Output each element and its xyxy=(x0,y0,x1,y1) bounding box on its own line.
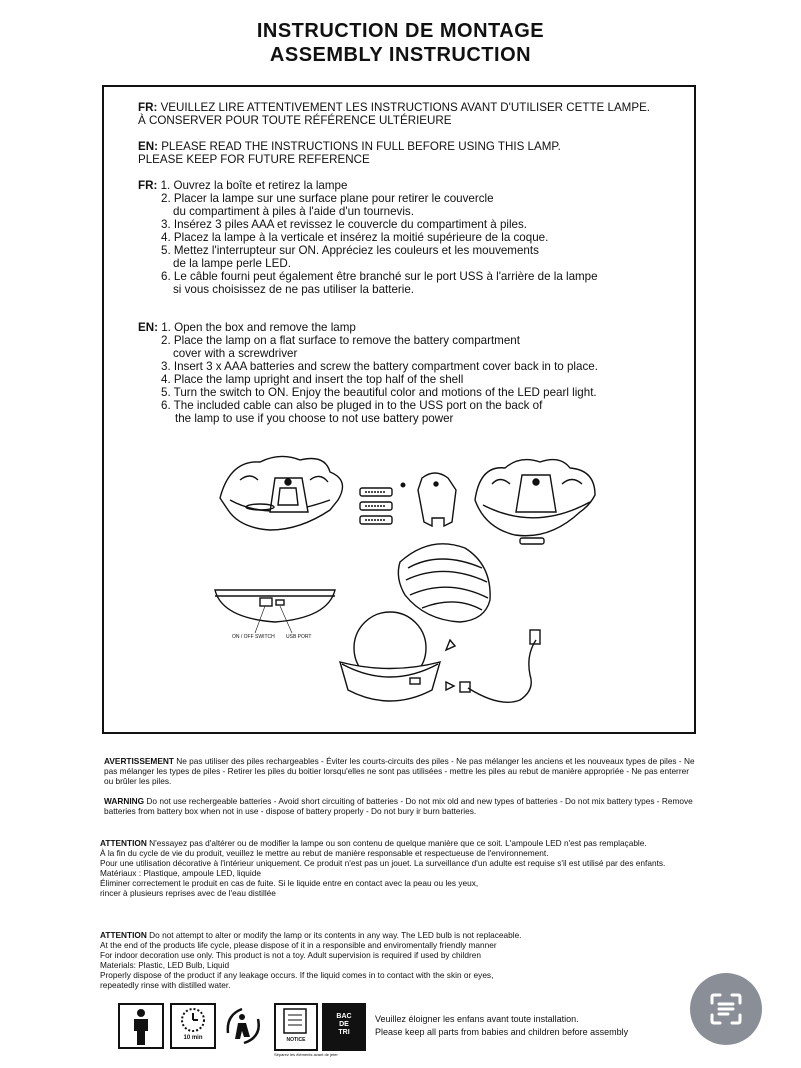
steps-en-step1 xyxy=(138,322,356,335)
port-label: USB PORT xyxy=(286,634,312,640)
intro-en-line1: PLEASE READ THE INSTRUCTIONS IN FULL BEFORE USING THIS LAMP. xyxy=(161,140,561,153)
title-fr: INSTRUCTION DE MONTAGE xyxy=(256,20,545,42)
intro-fr xyxy=(138,102,650,127)
scan-text-icon xyxy=(690,973,762,1045)
bac-de-tri-icon xyxy=(322,1003,366,1051)
bac-label-1: BAC xyxy=(336,1013,352,1020)
steps-fr-line: si vous choisissez de ne pas utiliser la batterie. xyxy=(173,283,415,296)
usb-cable xyxy=(460,630,540,702)
steps-en-line: 2. Place the lamp on a flat surface to remove the battery compartment xyxy=(161,334,520,347)
steps-en-line: 3. Insert 3 x AAA batteries and screw the battery compartment cover back in to place. xyxy=(161,360,598,373)
batteries-icon xyxy=(360,483,405,524)
attention-fr-line: Éliminer correctement le produit en cas de fuite. Si le liquide entre en contact avec la peau ou les yeux, xyxy=(100,878,479,888)
battery-cover xyxy=(418,473,456,526)
steps-fr-line: 1. Ouvrez la boîte et retirez la lampe xyxy=(160,179,348,192)
warning-paragraph xyxy=(104,796,698,816)
recycle-caption: Séparez les éléments avant de jeter xyxy=(274,1052,338,1057)
attention-fr-line: rincer à plusieurs reprises avec de l'eau distillée xyxy=(100,888,276,898)
steps-fr-tag: FR: xyxy=(138,179,158,192)
recycle-person-icon xyxy=(220,1003,266,1049)
steps-en-line: the lamp to use if you choose to not use battery power xyxy=(175,412,454,425)
title-en: ASSEMBLY INSTRUCTION xyxy=(269,44,532,66)
steps-fr-line: de la lampe perle LED. xyxy=(173,257,291,270)
steps-fr-line: 4. Placez la lampe à la verticale et insérez la moitié supérieure de la coque. xyxy=(161,231,549,244)
steps-fr-line: 5. Mettez l'interrupteur sur ON. Appréciez les couleurs et les mouvements xyxy=(161,244,539,257)
assembled-lamp xyxy=(340,612,454,701)
steps-en-line: 1. Open the box and remove the lamp xyxy=(161,321,356,334)
avertissement-label: AVERTISSEMENT xyxy=(104,756,174,766)
attention-en-line: For indoor decoration use only. This product is not a toy. Adult supervision is required if used by children xyxy=(100,950,481,960)
attention-en-line: Materials: Plastic, LED Bulb, Liquid xyxy=(100,960,230,970)
assembly-illustration xyxy=(200,450,670,720)
attention-en-label: ATTENTION xyxy=(100,930,147,940)
warning-text: Do not use rechergeable batteries - Avoid short circuiting of batteries - Do not mix old and new types of batteries - Do not mix battery types - Remove batteries from battery box when not in use - dispose of battery properly - Do not bury ir burn batteries. xyxy=(104,796,693,816)
attention-en-line: repeatedly rinse with distilled water. xyxy=(100,980,231,990)
switch-label: ON / OFF SWITCH xyxy=(232,634,275,640)
intro-fr-tag: FR: xyxy=(138,101,158,114)
attention-fr-line: Pour une utilisation décorative à l'intérieur uniquement. Ce produit n'est pas un jouet. La surveillance d'un adulte est requise s'il est utilisé par des enfants. xyxy=(100,858,666,868)
timer-label: 10 min xyxy=(183,1035,203,1041)
shell-base-closed-view xyxy=(475,460,595,544)
attention-en-line: Properly dispose of the product if any leakage occurs. If the liquid comes in to contact with the skin or eyes, xyxy=(100,970,494,980)
avertissement-text: Ne pas utiliser des piles rechargeables - Éviter les courts-circuits des piles - Ne pas mélanger les anciens et les nouveaux types de piles - Ne pas mélanger les types de piles - Retirer les piles du boitier lorsqu'elles ne sont pas utilisées - mettre les piles au rebut de manière appropriée - Ne pas enterrer ou brûler les piles. xyxy=(104,756,695,786)
steps-en-line: 5. Turn the switch to ON. Enjoy the beautiful color and motions of the LED pearl light. xyxy=(161,386,597,399)
intro-en xyxy=(138,141,561,166)
attention-en-line xyxy=(100,930,694,940)
attention-fr-label: ATTENTION xyxy=(100,838,147,848)
timer-icon xyxy=(170,1003,216,1049)
intro-en-tag: EN: xyxy=(138,140,158,153)
attention-en-line: At the end of the products life cycle, please dispose of it in a responsible and enviromentally friendly manner xyxy=(100,940,497,950)
intro-en-line2: PLEASE KEEP FOR FUTURE REFERENCE xyxy=(138,152,370,166)
steps-fr-line: 6. Le câble fourni peut également être branché sur le port USS à l'arrière de la lampe xyxy=(161,270,598,283)
steps-fr-line: du compartiment à piles à l'aide d'un tournevis. xyxy=(173,205,414,218)
children-notice xyxy=(375,1013,628,1039)
steps-en-line: 6. The included cable can also be pluged in to the USS port on the back of xyxy=(161,399,543,412)
attention-fr-text: N'essayez pas d'altérer ou de modifier la lampe ou son contenu de quelque manière que ce soit. L'ampoule LED n'est pas remplaçable. xyxy=(146,838,647,848)
attention-en-text: Do not attempt to alter or modify the lamp or its contents in any way. The LED bulb is not replaceable. xyxy=(146,930,522,940)
attention-fr xyxy=(100,838,694,898)
steps-fr-line: 3. Insérez 3 piles AAA et revissez le couvercle du compartiment à piles. xyxy=(161,218,528,231)
children-notice-en: Please keep all parts from babies and children before assembly xyxy=(375,1027,629,1037)
attention-en xyxy=(100,930,694,990)
attention-fr-line xyxy=(100,838,694,848)
shell-base-top-view xyxy=(220,456,343,530)
base-side-view xyxy=(215,590,335,640)
children-notice-fr: Veuillez éloigner les enfans avant toute installation. xyxy=(375,1014,579,1024)
scan-text-button[interactable] xyxy=(690,973,762,1045)
steps-fr-step1 xyxy=(138,180,347,193)
avertissement-paragraph xyxy=(104,756,698,786)
steps-en-tag: EN: xyxy=(138,321,158,334)
steps-fr-line: 2. Placer la lampe sur une surface plane pour retirer le couvercle xyxy=(161,192,494,205)
warning-label: WARNING xyxy=(104,796,145,806)
notice-label: NOTICE xyxy=(286,1037,306,1043)
bac-label-2: DE xyxy=(339,1021,349,1028)
notice-icon xyxy=(274,1003,318,1051)
steps-en-line: cover with a screwdriver xyxy=(173,347,298,360)
adult-person-icon xyxy=(118,1003,164,1049)
attention-fr-line: Matériaux : Plastique, ampoule LED, liquide xyxy=(100,868,261,878)
intro-fr-line2: À CONSERVER POUR TOUTE RÉFÉRENCE ULTÉRIEURE xyxy=(138,113,452,127)
attention-fr-line: À la fin du cycle de vie du produit, veuillez le mettre au rebut de manière responsable et respectueuse de l'environnement. xyxy=(100,848,549,858)
intro-fr-line1: VEUILLEZ LIRE ATTENTIVEMENT LES INSTRUCTIONS AVANT D'UTILISER CETTE LAMPE. xyxy=(160,101,651,114)
steps-en-line: 4. Place the lamp upright and insert the top half of the shell xyxy=(161,373,464,386)
bac-label-3: TRI xyxy=(338,1029,350,1036)
